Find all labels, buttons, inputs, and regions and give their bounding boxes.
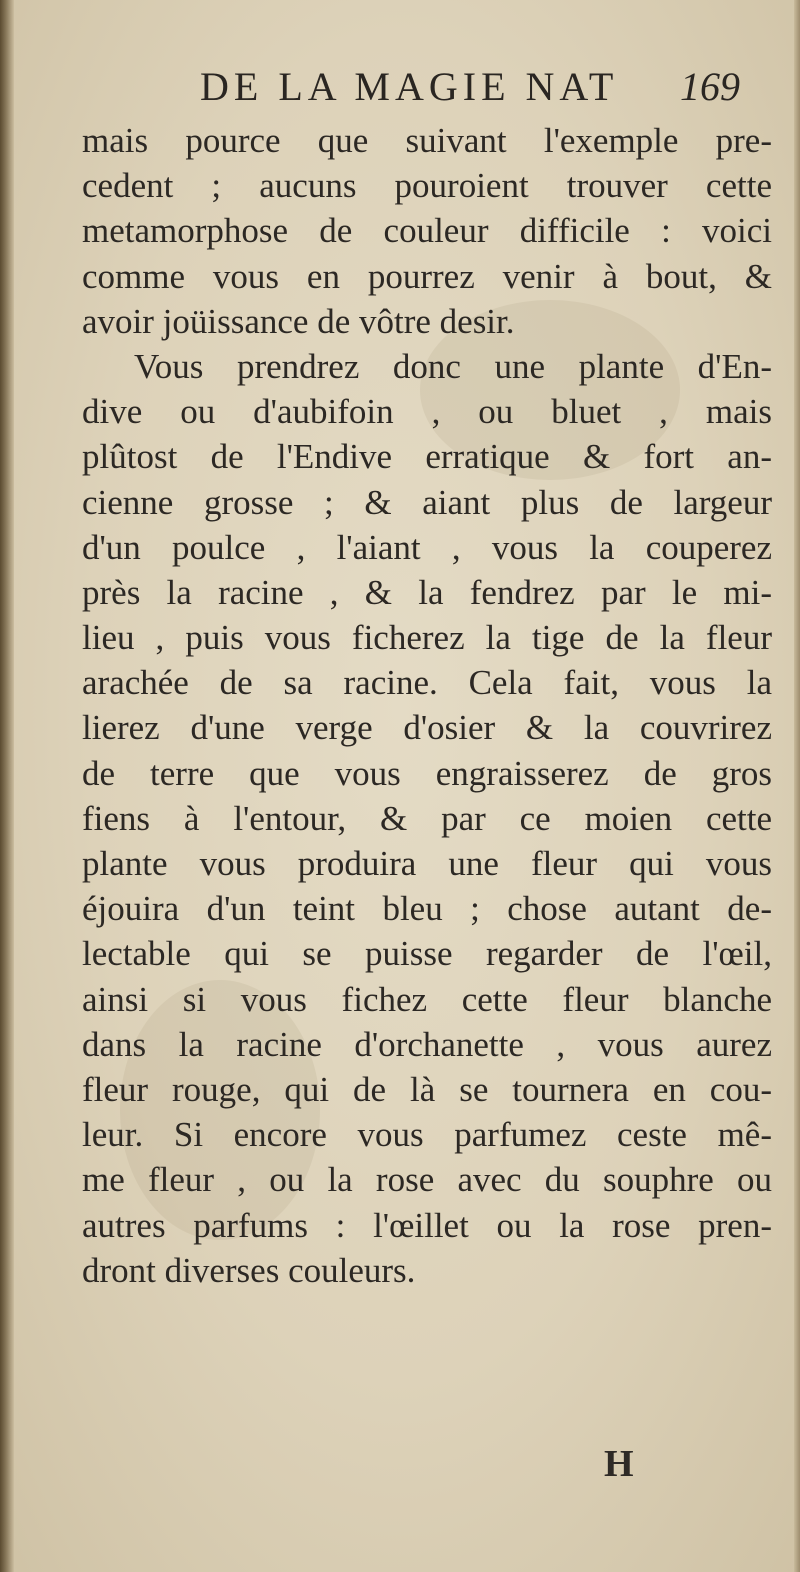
text-line: près la racine , & la fendrez par le mi- xyxy=(82,572,772,612)
text-line: de terre que vous engraisserez de gros xyxy=(82,753,772,793)
text-line: cedent ; aucuns pouroient trouver cette xyxy=(82,166,772,206)
catchword: H xyxy=(604,1443,634,1485)
text-line: metamorphose de couleur difficile : voici xyxy=(82,211,772,251)
text-line: autres parfums : l'œillet ou la rose pren- xyxy=(82,1205,772,1245)
running-head xyxy=(200,62,780,122)
text-line: lieu , puis vous ficherez la tige de la fleur xyxy=(82,618,772,658)
text-line: dront diverses couleurs. xyxy=(82,1250,416,1290)
page-number: 169 xyxy=(680,64,740,109)
text-line: Vous prendrez donc une plante d'En- xyxy=(134,346,772,386)
text-line: ainsi si vous fichez cette fleur blanche xyxy=(82,979,772,1019)
text-line: comme vous en pourrez venir à bout, & xyxy=(82,256,772,296)
text-line: dans la racine d'orchanette , vous aurez xyxy=(82,1024,772,1064)
page-edge xyxy=(794,0,800,1572)
text-line: mais pource que suivant l'exemple pre- xyxy=(82,121,772,160)
text-line: dive ou d'aubifoin , ou bluet , mais xyxy=(82,392,772,432)
text-line: éjouira d'un teint bleu ; chose autant de- xyxy=(82,889,772,929)
text-line: me fleur , ou la rose avec du souphre ou xyxy=(82,1160,772,1200)
text-line: plûtost de l'Endive erratique & fort an- xyxy=(82,437,772,477)
text-line: arachée de sa racine. Cela fait, vous la xyxy=(82,663,772,703)
text-line: plante vous produira une fleur qui vous xyxy=(82,844,772,883)
body-text xyxy=(82,118,772,1293)
text-line: leur. Si encore vous parfumez ceste mê- xyxy=(82,1115,772,1155)
running-title: DE LA MAGIE NAT xyxy=(200,64,619,109)
text-line: avoir joüissance de vôtre desir. xyxy=(82,301,515,341)
text-line: lierez d'une verge d'osier & la couvrirez xyxy=(82,708,772,748)
text-line: lectable qui se puisse regarder de l'œil, xyxy=(82,934,772,974)
page-binding-shadow xyxy=(0,0,14,1572)
text-line: fiens à l'entour, & par ce moien cette xyxy=(82,798,772,838)
text-line: cienne grosse ; & aiant plus de largeur xyxy=(82,482,772,522)
text-line: fleur rouge, qui de là se tournera en cou- xyxy=(82,1069,772,1109)
text-line: d'un poulce , l'aiant , vous la couperez xyxy=(82,527,772,567)
